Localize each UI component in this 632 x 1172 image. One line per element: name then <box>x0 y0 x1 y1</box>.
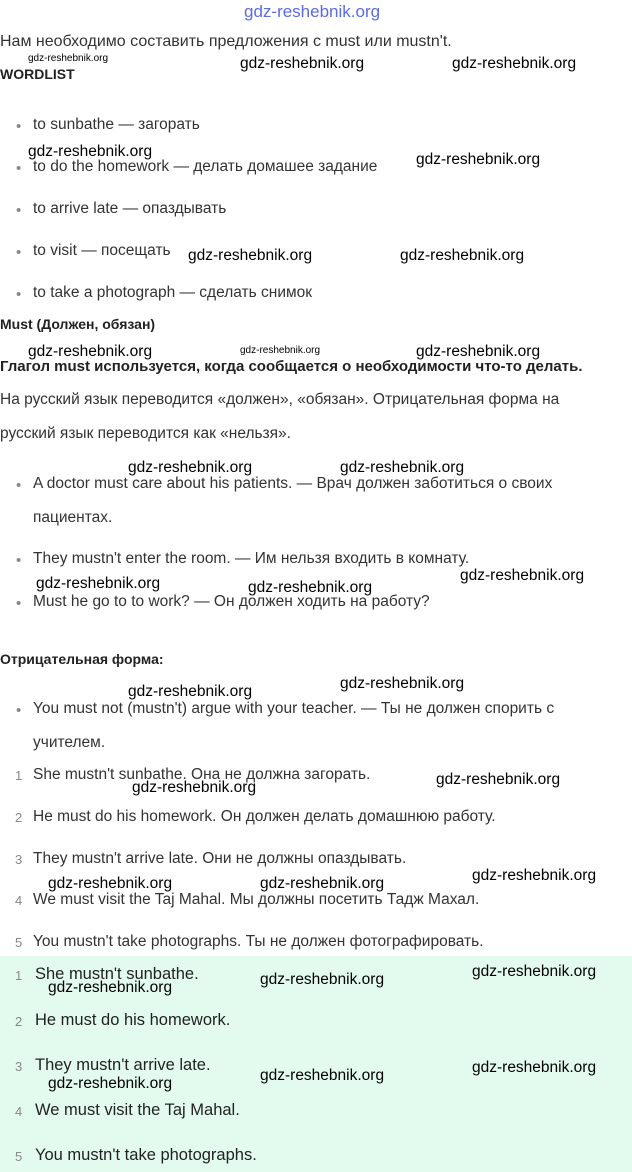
intro-text: Нам необходимо составить предложения с must или mustn't. <box>0 33 452 50</box>
watermark: gdz-reshebnik.org <box>416 151 541 168</box>
answer-item: You mustn't take photographs. <box>35 1146 257 1164</box>
must-paragraph: На русский язык переводится «должен», «обязан». Отрицательная форма на <box>0 391 560 408</box>
watermark: gdz-reshebnik.org <box>260 1067 385 1084</box>
example-text: They mustn't enter the room. — Им нельзя входить в комнату. <box>33 550 470 567</box>
wordlist-heading: WORDLIST <box>0 66 75 82</box>
numbered-item: You mustn't take photographs. Ты не должен фотографировать. <box>33 933 484 950</box>
watermark: gdz-reshebnik.org <box>128 459 253 476</box>
item-number: 1 <box>15 768 23 783</box>
bullet: • <box>16 202 22 219</box>
watermark: gdz-reshebnik.org <box>472 1059 597 1076</box>
negative-heading: Отрицательная форма: <box>0 651 164 667</box>
example-text: Must he go to to work? — Он должен ходить на работу? <box>33 593 430 610</box>
wordlist-item: to take a photograph — сделать снимок <box>33 284 313 301</box>
bullet: • <box>16 477 22 494</box>
item-number: 2 <box>15 810 23 825</box>
watermark: gdz-reshebnik.org <box>132 779 257 796</box>
watermark: gdz-reshebnik.org <box>340 675 465 692</box>
answer-number: 5 <box>15 1149 23 1164</box>
numbered-item: They mustn't arrive late. Они не должны опаздывать. <box>33 850 407 867</box>
watermark: gdz-reshebnik.org <box>48 875 173 892</box>
watermark: gdz-reshebnik.org <box>188 247 313 264</box>
watermark: gdz-reshebnik.org <box>48 1075 173 1092</box>
wordlist-item: to do the homework — делать домашее задание <box>33 158 378 175</box>
must-heading: Must (Должен, обязан) <box>0 316 156 332</box>
watermark: gdz-reshebnik.org <box>48 979 173 996</box>
watermark: gdz-reshebnik.org <box>340 459 465 476</box>
site-title[interactable]: gdz-reshebnik.org <box>244 2 381 21</box>
answer-number: 4 <box>15 1104 23 1119</box>
answer-number: 2 <box>15 1014 23 1029</box>
answer-number: 1 <box>15 968 23 983</box>
bullet: • <box>16 702 22 719</box>
watermark: gdz-reshebnik.org <box>472 963 597 980</box>
bullet: • <box>16 552 22 569</box>
answer-item: We must visit the Taj Mahal. <box>35 1101 240 1119</box>
example-text: пациентах. <box>33 509 113 526</box>
numbered-item: She mustn't sunbathe. Она не должна загорать. <box>33 766 371 783</box>
answer-item: He must do his homework. <box>35 1011 231 1029</box>
example-text: A doctor must care about his patients. — Врач должен заботиться о своих <box>33 475 553 492</box>
watermark: gdz-reshebnik.org <box>436 771 561 788</box>
item-number: 4 <box>15 893 23 908</box>
watermark: gdz-reshebnik.org <box>240 345 321 356</box>
numbered-item: He must do his homework. Он должен делать домашнюю работу. <box>33 808 496 825</box>
answer-number: 3 <box>15 1059 23 1074</box>
watermark: gdz-reshebnik.org <box>28 343 153 360</box>
item-number: 3 <box>15 852 23 867</box>
bullet: • <box>16 244 22 261</box>
numbered-item: We must visit the Taj Mahal. Мы должны посетить Тадж Махал. <box>33 891 480 908</box>
bullet: • <box>16 160 22 177</box>
watermark: gdz-reshebnik.org <box>28 143 153 160</box>
watermark: gdz-reshebnik.org <box>452 55 577 72</box>
watermark: gdz-reshebnik.org <box>240 55 365 72</box>
watermark: gdz-reshebnik.org <box>36 575 161 592</box>
bullet: • <box>16 118 22 135</box>
watermark: gdz-reshebnik.org <box>400 247 525 264</box>
watermark: gdz-reshebnik.org <box>248 579 373 596</box>
bullet: • <box>16 595 22 612</box>
wordlist-item: to arrive late — опаздывать <box>33 200 227 217</box>
must-rule: Глагол must используется, когда сообщается о необходимости что-то делать. <box>0 358 583 375</box>
item-number: 5 <box>15 935 23 950</box>
example-text: учителем. <box>33 734 106 751</box>
answer-item: She mustn't sunbathe. <box>35 965 199 983</box>
watermark: gdz-reshebnik.org <box>460 567 585 584</box>
watermark: gdz-reshebnik.org <box>128 683 253 700</box>
must-paragraph: русский язык переводится как «нельзя». <box>0 425 291 442</box>
watermark: gdz-reshebnik.org <box>28 53 109 64</box>
wordlist-item: to sunbathe — загорать <box>33 116 200 133</box>
wordlist-item: to visit — посещать <box>33 242 171 259</box>
example-text: You must not (mustn't) argue with your teacher. — Ты не должен спорить с <box>33 700 555 717</box>
watermark: gdz-reshebnik.org <box>472 867 597 884</box>
answer-item: They mustn't arrive late. <box>35 1056 211 1074</box>
watermark: gdz-reshebnik.org <box>260 875 385 892</box>
watermark: gdz-reshebnik.org <box>416 343 541 360</box>
bullet: • <box>16 286 22 303</box>
watermark: gdz-reshebnik.org <box>260 971 385 988</box>
